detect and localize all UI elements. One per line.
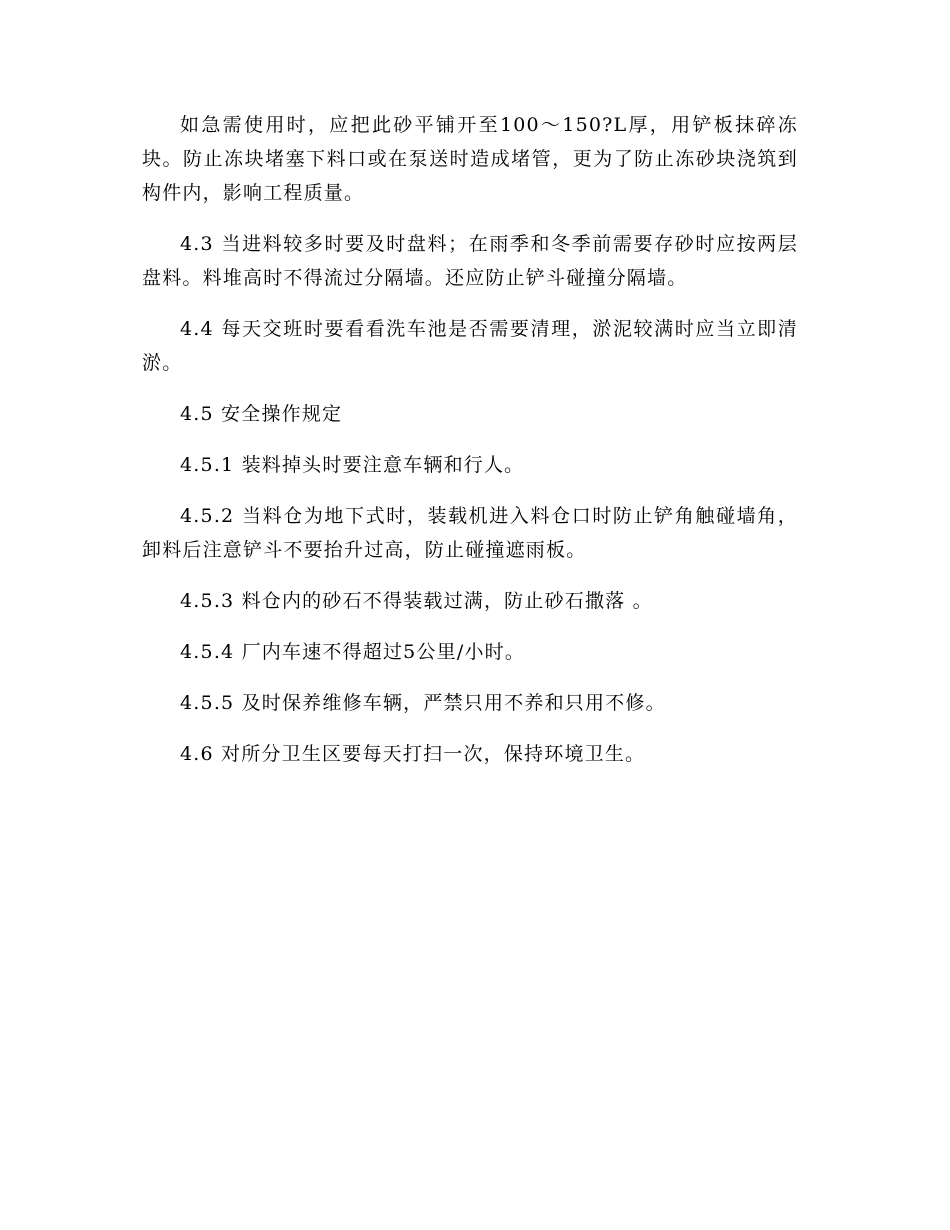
paragraph-4-3: 4.3 当进料较多时要及时盘料；在雨季和冬季前需要存砂时应按两层盘料。料堆高时不得流过分隔墙。还应防止铲斗碰撞分隔墙。 [142, 233, 798, 289]
paragraph-4-5-5: 4.5.5 及时保养维修车辆，严禁只用不养和只用不修。 [180, 692, 666, 714]
paragraph-4-5-3: 4.5.3 料仓内的砂石不得装载过满，防止砂石撒落 。 [180, 590, 653, 612]
heading-4-5: 4.5 安全操作规定 [180, 403, 343, 425]
document-body [142, 108, 798, 788]
paragraph-4-4: 4.4 每天交班时要看看洗车池是否需要清理，淤泥较满时应当立即清淤。 [142, 318, 798, 374]
paragraph-4-6: 4.6 对所分卫生区要每天打扫一次，保持环境卫生。 [180, 743, 646, 765]
paragraph-4-5-2: 4.5.2 当料仓为地下式时，装载机进入料仓口时防止铲角触碰墙角，卸料后注意铲斗不要抬升过高，防止碰撞遮雨板。 [142, 505, 798, 561]
paragraph-4-5-4: 4.5.4 厂内车速不得超过5公里/小时。 [180, 641, 526, 663]
paragraph-4-5-1: 4.5.1 装料掉头时要注意车辆和行人。 [180, 454, 525, 476]
paragraph-frozen-sand: 如急需使用时，应把此砂平铺开至100～150?L厚，用铲板抹碎冻块。防止冻块堵塞下料口或在泵送时造成堵管，更为了防止冻砂块浇筑到构件内，影响工程质量。 [142, 114, 798, 204]
